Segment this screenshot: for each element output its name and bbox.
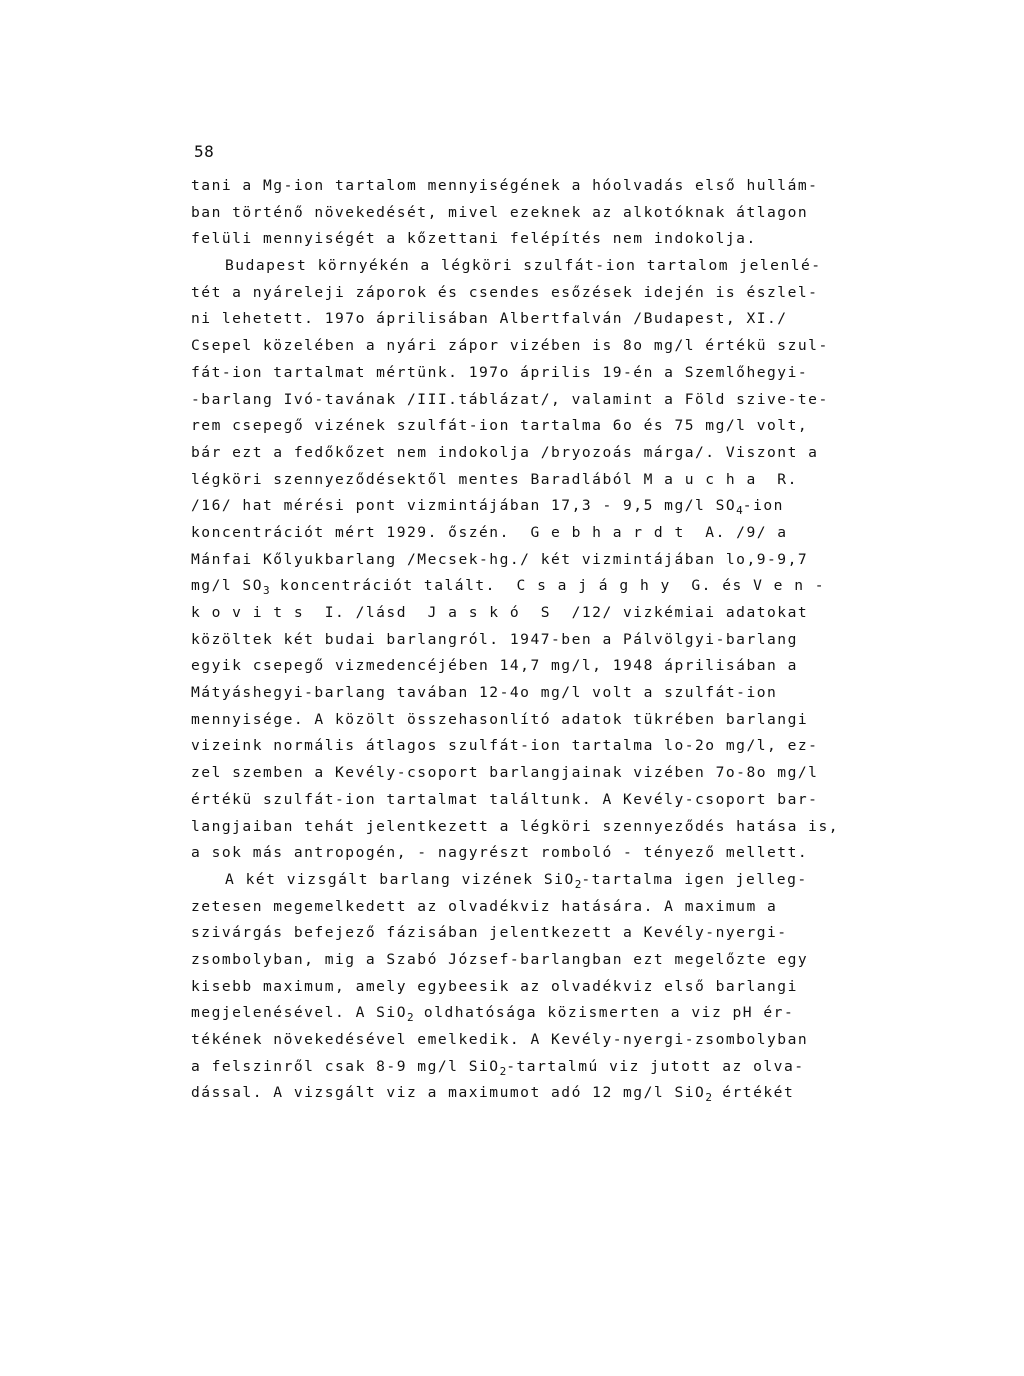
text-line	[191, 600, 906, 627]
text-line-main: k o v i t s I. /lásd J a s k ó S /12/ vizkémiai adatokat	[191, 604, 809, 621]
text-line	[191, 947, 906, 974]
text-line	[191, 653, 906, 680]
text-line-main: légköri szennyeződésektől mentes Baradlából M a u c h a R.	[191, 470, 798, 488]
text-line-continuation: oldhatósága közismerten a viz pH ér-	[413, 1004, 795, 1022]
text-line	[191, 360, 906, 387]
text-line	[191, 520, 906, 547]
text-line	[191, 680, 906, 707]
text-line-main: kisebb maximum, amely egybeesik az olvadékviz első barlangi	[191, 977, 798, 995]
text-line-main: A két vizsgált barlang vizének SiO	[225, 870, 575, 888]
text-line-main: szivárgás befejező fázisában jelentkezett a Kevély-nyergi-	[191, 924, 788, 942]
text-line	[191, 840, 906, 867]
text-line-continuation: -tartalmú viz jutott az olva-	[506, 1057, 805, 1075]
text-line	[191, 894, 906, 921]
text-line	[191, 440, 906, 467]
text-line	[191, 306, 906, 333]
text-line	[191, 760, 906, 787]
text-line-main: vizeink normális átlagos szulfát-ion tartalma lo-2o mg/l, ez-	[191, 737, 819, 755]
text-line-main: koncentrációt mért 1929. őszén. G e b h a r d t A. /9/ a	[191, 523, 788, 541]
text-line-main: közöltek két budai barlangról. 1947-ben a Pálvölgyi-barlang	[191, 630, 798, 648]
text-line-main: egyik csepegő vizmedencéjében 14,7 mg/l, 1948 áprilisában a	[191, 657, 798, 675]
subscript: 2	[407, 1011, 414, 1025]
text-line-continuation: értékét	[711, 1084, 795, 1102]
text-line-main: -barlang Ivó-tavának /III.táblázat/, valamint a Föld szive-te-	[191, 390, 829, 408]
text-line	[191, 1027, 906, 1054]
text-line	[191, 493, 906, 520]
text-line-main: a felszinről csak 8-9 mg/l SiO	[191, 1057, 500, 1075]
text-line	[191, 974, 906, 1001]
text-line-main: megjelenésével. A SiO	[191, 1004, 408, 1022]
text-line-main: Mátyáshegyi-barlang tavában 12-4o mg/l volt a szulfát-ion	[191, 684, 778, 702]
text-line-main: tét a nyáreleji záporok és csendes esőzések idején is észlel-	[191, 283, 819, 301]
text-line	[191, 387, 906, 414]
text-line-main: /16/ hat mérési pont vizmintájában 17,3 - 9,5 mg/l SO	[191, 497, 737, 515]
subscript: 2	[574, 877, 582, 891]
text-line	[191, 733, 906, 760]
text-line-main: bár ezt a fedőkőzet nem indokolja /bryozoás márga/. Viszont a	[191, 443, 819, 461]
text-line-continuation: -ion	[742, 497, 784, 515]
text-line	[191, 280, 906, 307]
text-line	[191, 1054, 906, 1081]
text-line-continuation: koncentrációt talált. C s a j á g h y G. és V e n -	[269, 577, 826, 595]
text-line-main: értékü szulfát-ion tartalmat találtunk. A Kevély-csoport bar-	[191, 790, 819, 808]
subscript: 3	[263, 584, 270, 598]
text-line-main: mg/l SO	[191, 577, 264, 595]
subscript: 2	[705, 1091, 712, 1105]
text-line-main: fát-ion tartalmat mértünk. 197o április 19-én a Szemlőhegyi-	[191, 363, 809, 381]
text-line-main: Csepel közelében a nyári zápor vizében is 8o mg/l értékü szul-	[191, 337, 829, 355]
text-line	[191, 627, 906, 654]
text-line-main: zsombolyban, mig a Szabó József-barlangban ezt megelőzte egy	[191, 950, 809, 968]
text-line	[191, 226, 906, 253]
text-line	[191, 573, 906, 600]
text-line	[191, 787, 906, 814]
text-line	[191, 1000, 906, 1027]
text-line	[191, 333, 906, 360]
text-line-main: Mánfai Kőlyukbarlang /Mecsek-hg./ két vizmintájában lo,9-9,7	[191, 550, 809, 568]
text-line-main: rem csepegő vizének szulfát-ion tartalma 6o és 75 mg/l volt,	[191, 417, 809, 435]
page-number: 58	[194, 142, 215, 161]
text-line-main: felüli mennyiségét a kőzettani felépítés nem indokolja.	[191, 230, 757, 248]
text-line	[191, 547, 906, 574]
text-line-main: ni lehetett. 197o áprilisában Albertfalván /Budapest, XI./	[191, 310, 788, 328]
text-line-continuation: -tartalma igen jelleg-	[581, 870, 808, 888]
subscript: 2	[499, 1064, 507, 1078]
text-line	[191, 920, 906, 947]
text-line-main: ban történő növekedését, mivel ezeknek az alkotóknak átlagon	[191, 203, 809, 221]
text-line	[191, 173, 906, 200]
text-line-main: mennyisége. A közölt összehasonlító adatok tükrében barlangi	[191, 710, 809, 728]
body-text	[191, 173, 906, 1107]
text-line-main: tékének növekedésével emelkedik. A Kevély-nyergi-zsombolyban	[191, 1031, 809, 1048]
text-line-main: zetesen megemelkedett az olvadékviz hatására. A maximum a	[191, 897, 778, 915]
text-line	[191, 814, 906, 841]
text-line	[191, 1080, 906, 1107]
text-line-main: tani a Mg-ion tartalom mennyiségének a hóolvadás első hullám-	[191, 177, 819, 194]
text-line-main: zel szemben a Kevély-csoport barlangjainak vizében 7o-8o mg/l	[191, 764, 819, 782]
subscript: 4	[736, 504, 743, 518]
text-line-main: a sok más antropogén, - nagyrészt romboló - tényező mellett.	[191, 844, 809, 862]
text-line-main: dással. A vizsgált viz a maximumot adó 12 mg/l SiO	[191, 1084, 706, 1102]
text-line-main: Budapest környékén a légköri szulfát-ion tartalom jelenlé-	[225, 257, 822, 275]
text-line	[191, 707, 906, 734]
text-line	[191, 413, 906, 440]
text-line	[191, 867, 906, 894]
text-line	[191, 200, 906, 227]
text-line	[191, 253, 906, 280]
text-line-main: langjaiban tehát jelentkezett a légköri szennyeződés hatása is,	[191, 817, 840, 835]
text-line	[191, 467, 906, 494]
